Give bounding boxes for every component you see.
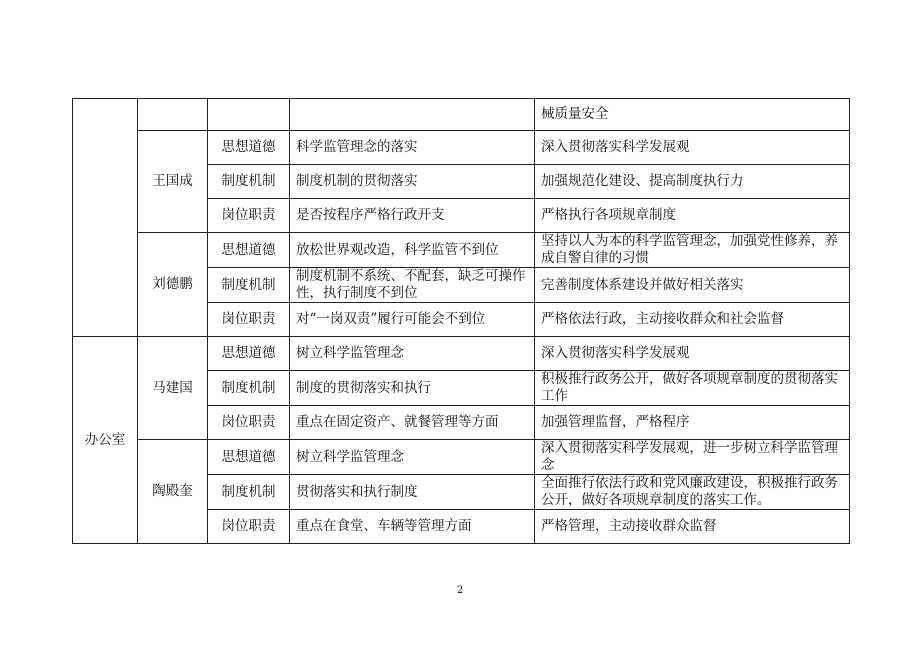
risk-cell: 制度机制不系统、不配套，缺乏可操作性，执行制度不到位 xyxy=(290,268,535,303)
risk-cell: 贯彻落实和执行制度 xyxy=(290,475,535,510)
category-cell: 岗位职责 xyxy=(208,303,290,337)
measure-cell: 加强管理监督，严格程序 xyxy=(535,406,850,440)
person-name: 王国成 xyxy=(138,131,208,233)
measure-cell: 积极推行政务公开，做好各项规章制度的贯彻落实工作 xyxy=(535,371,850,406)
risk-cell: 对“一岗双责”履行可能会不到位 xyxy=(290,303,535,337)
risk-cell: 重点在固定资产、就餐管理等方面 xyxy=(290,406,535,440)
risk-cell: 科学监管理念的落实 xyxy=(290,131,535,165)
measure-cell: 深入贯彻落实科学发展观，进一步树立科学监管理念 xyxy=(535,440,850,475)
measure-cell: 严格依法行政，主动接收群众和社会监督 xyxy=(535,303,850,337)
person-cell-previous xyxy=(138,99,208,131)
person-name: 马建国 xyxy=(138,337,208,440)
category-cell: 制度机制 xyxy=(208,475,290,510)
category-cell: 思想道德 xyxy=(208,440,290,475)
risk-cell: 放松世界观改造，科学监管不到位 xyxy=(290,233,535,268)
dept-cell-previous xyxy=(73,99,138,337)
risk-cell: 树立科学监管理念 xyxy=(290,440,535,475)
table-row xyxy=(73,99,850,131)
table-row xyxy=(73,233,850,268)
measure-cell: 严格执行各项规章制度 xyxy=(535,199,850,233)
category-cell: 思想道德 xyxy=(208,131,290,165)
page-number: 2 xyxy=(456,585,464,596)
category-cell: 思想道德 xyxy=(208,337,290,371)
category-cell: 岗位职责 xyxy=(208,199,290,233)
risk-cell: 树立科学监管理念 xyxy=(290,337,535,371)
category-cell: 制度机制 xyxy=(208,165,290,199)
measure-cell: 深入贯彻落实科学发展观 xyxy=(535,131,850,165)
category-cell: 制度机制 xyxy=(208,371,290,406)
person-name: 陶殿奎 xyxy=(138,440,208,544)
measure-cell: 械质量安全 xyxy=(535,99,850,131)
category-cell: 岗位职责 xyxy=(208,406,290,440)
category-cell: 制度机制 xyxy=(208,268,290,303)
risk-cell xyxy=(290,99,535,131)
table-row xyxy=(73,440,850,475)
department-name: 办公室 xyxy=(73,337,138,544)
measure-cell: 坚持以人为本的科学监管理念，加强党性修养，养成自警自律的习惯 xyxy=(535,233,850,268)
table-row xyxy=(73,131,850,165)
duty-risk-table xyxy=(72,98,850,544)
risk-cell: 制度的贯彻落实和执行 xyxy=(290,371,535,406)
risk-cell: 重点在食堂、车辆等管理方面 xyxy=(290,510,535,544)
risk-cell: 是否按程序严格行政开支 xyxy=(290,199,535,233)
category-cell: 思想道德 xyxy=(208,233,290,268)
measure-cell: 完善制度体系建设并做好相关落实 xyxy=(535,268,850,303)
measure-cell: 深入贯彻落实科学发展观 xyxy=(535,337,850,371)
measure-cell: 加强规范化建设、提高制度执行力 xyxy=(535,165,850,199)
person-name: 刘德鹏 xyxy=(138,233,208,337)
category-cell: 岗位职责 xyxy=(208,510,290,544)
risk-cell: 制度机制的贯彻落实 xyxy=(290,165,535,199)
table-row xyxy=(73,337,850,371)
measure-cell: 严格管理，主动接收群众监督 xyxy=(535,510,850,544)
category-cell xyxy=(208,99,290,131)
measure-cell: 全面推行依法行政和党风廉政建设，积极推行政务公开，做好各项规章制度的落实工作。 xyxy=(535,475,850,510)
